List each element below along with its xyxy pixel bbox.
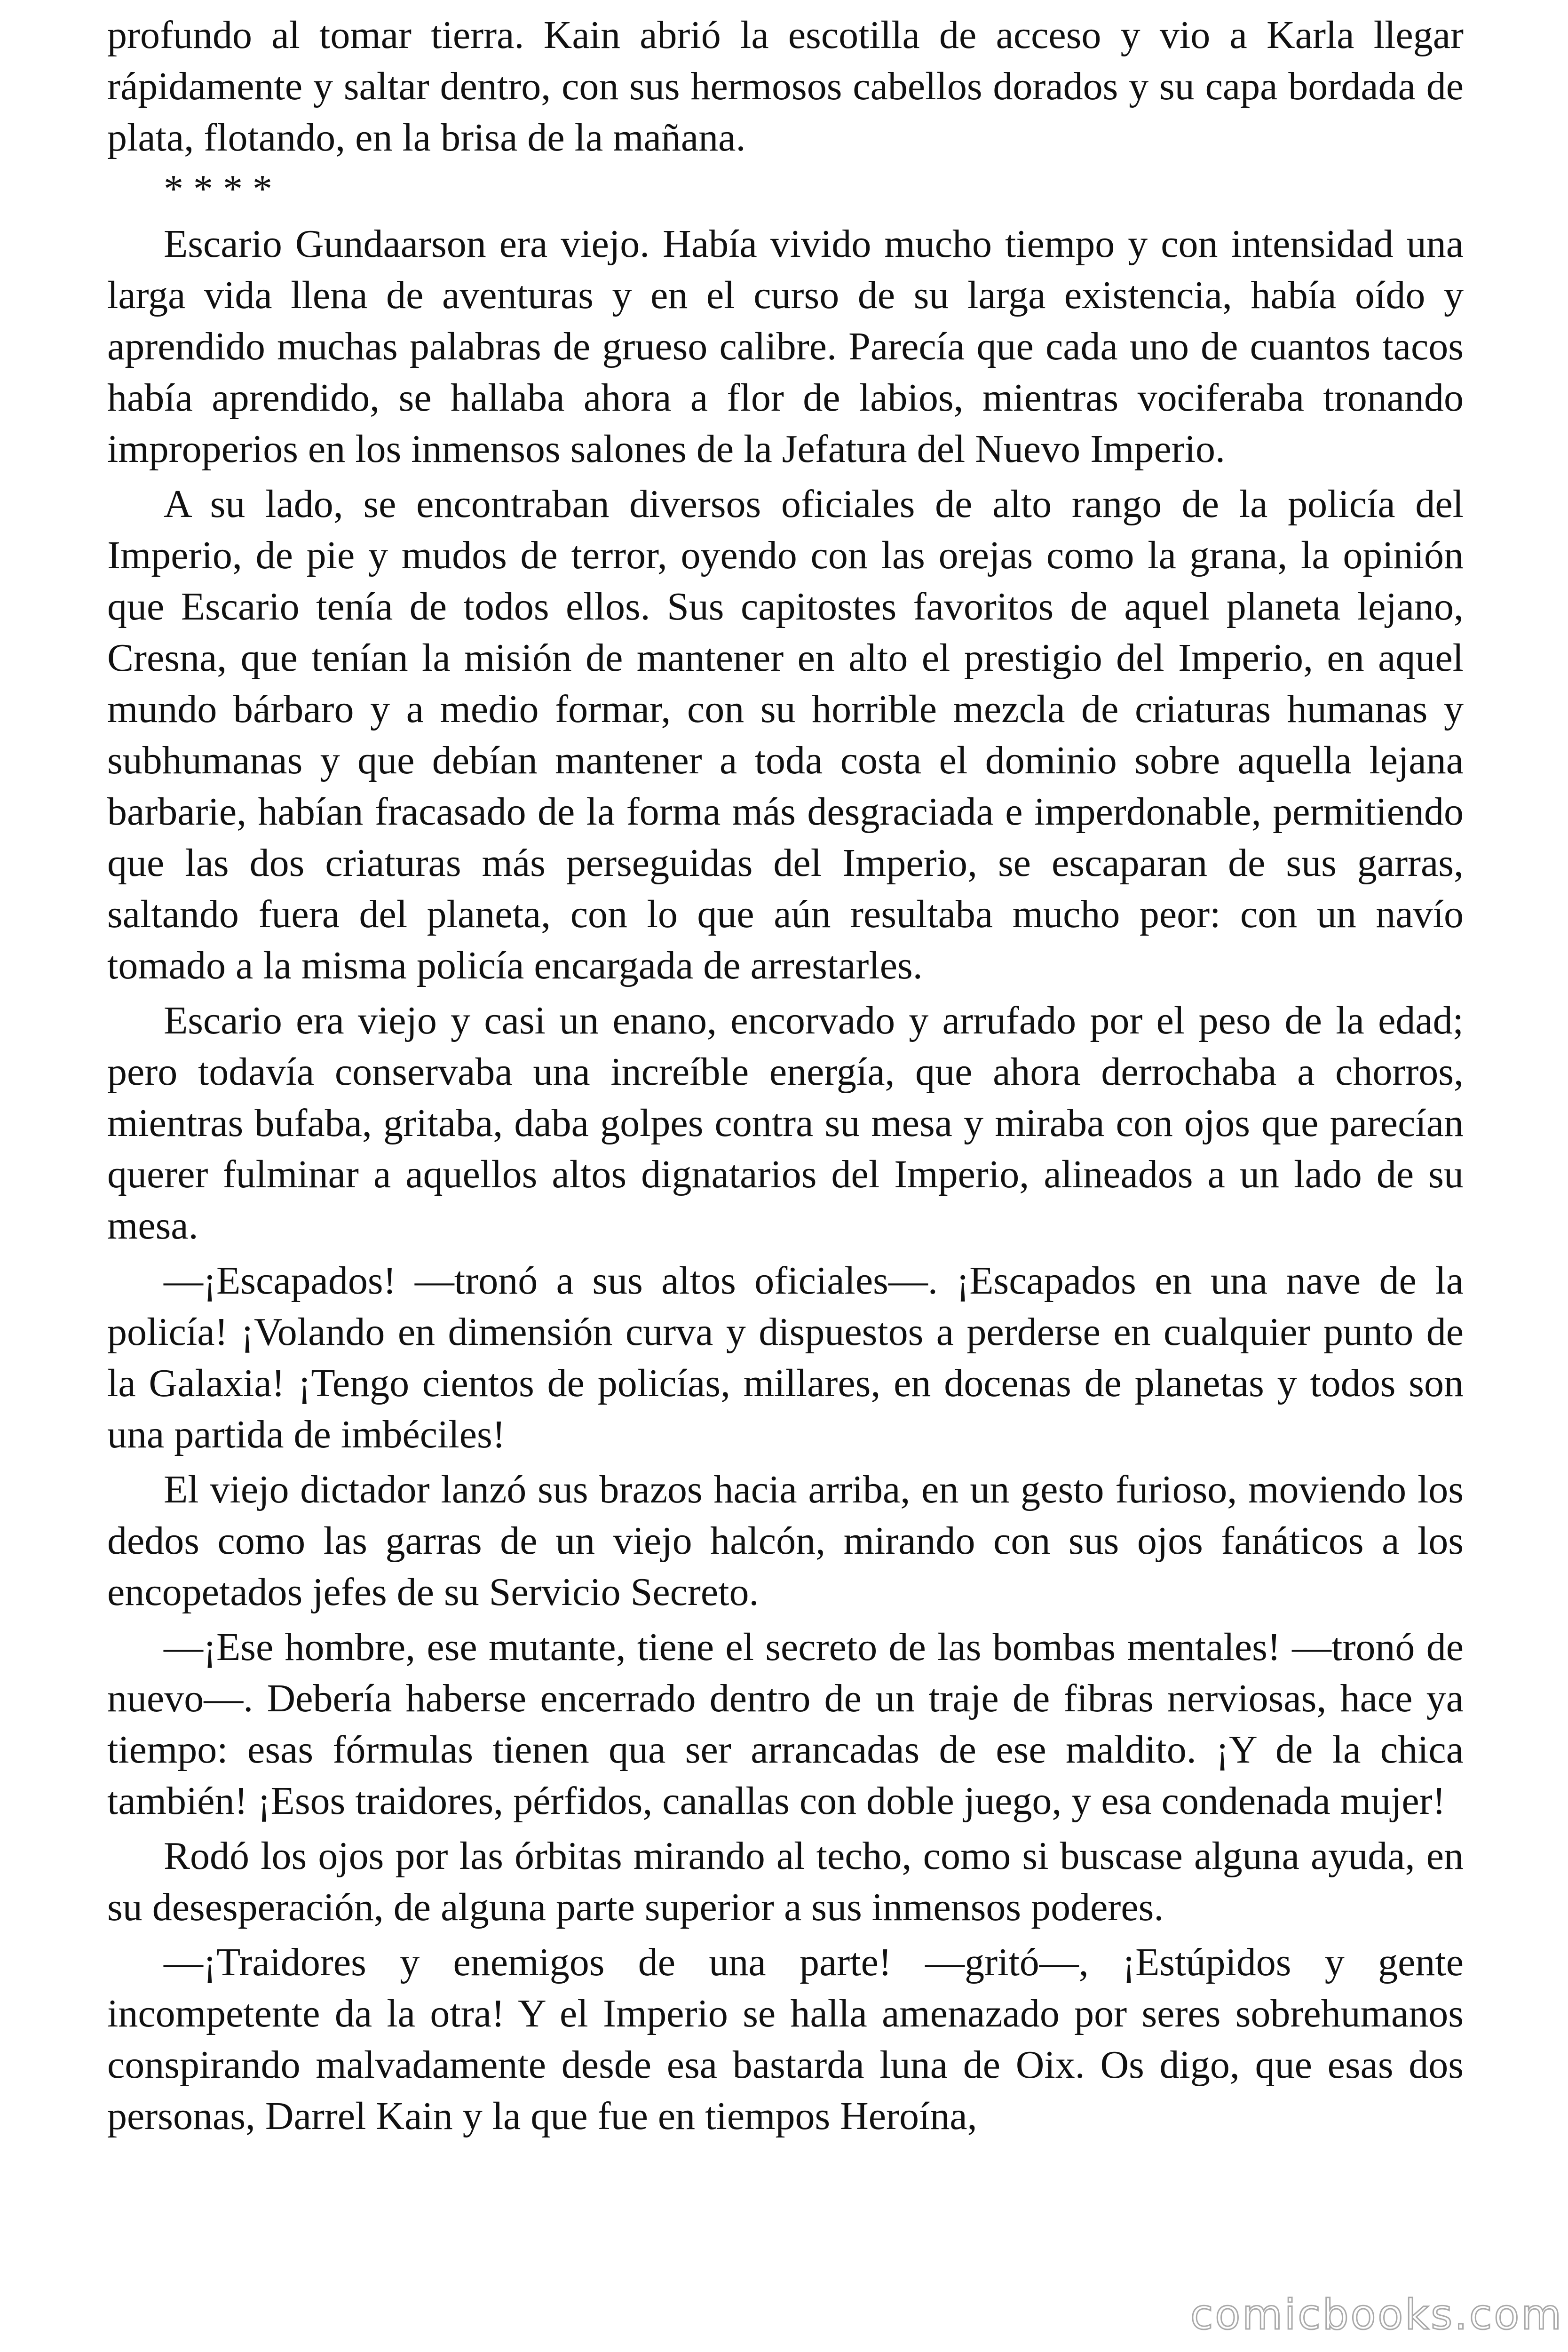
watermark: comicbooks.com	[1190, 2290, 1563, 2339]
paragraph: Escario era viejo y casi un enano, encorvado y arrufado por el peso de la edad; pero todavía conservaba una increíble energía, que ahora derrochaba a chorros, mientras bufaba, gritaba, daba golpes contra su mesa y miraba con ojos que parecían querer fulminar a aquellos altos dignatarios del Imperio, alineados a un lado de su mesa.	[107, 999, 1464, 1248]
paragraph: A su lado, se encontraban diversos oficiales de alto rango de la policía del Imperio, de pie y mudos de terror, oyendo con las orejas como la grana, la opinión que Escario tenía de todos ellos. Sus capitostes favoritos de aquel planeta lejano, Cresna, que tenían la misión de mantener en alto el prestigio del Imperio, en aquel mundo bárbaro y a medio formar, con su horrible mezcla de criaturas humanas y subhumanas y que debían mantener a toda costa el dominio sobre aquella lejana barbarie, habían fracasado de la forma más desgraciada e imperdonable, permitiendo que las dos criaturas más perseguidas del Imperio, se escaparan de sus garras, saltando fuera del planeta, con lo que aún resultaba mucho peor: con un navío tomado a la misma policía encargada de arrestarles.	[107, 482, 1464, 987]
paragraph: —¡Traidores y enemigos de una parte! —gritó—, ¡Estúpidos y gente incompetente da la otra! Y el Imperio se halla amenazado por seres sobrehumanos conspirando malvadamente desde esa bastarda luna de Oix. Os digo, que esas dos personas, Darrel Kain y la que fue en tiempos Heroína,	[107, 1940, 1464, 2138]
paragraph: Escario Gundaarson era viejo. Había vivido mucho tiempo y con intensidad una larga vida llena de aventuras y en el curso de su larga existencia, había oído y aprendido muchas palabras de grueso calibre. Parecía que cada uno de cuantos tacos había aprendido, se hallaba ahora a flor de labios, mientras vociferaba tronando improperios en los inmensos salones de la Jefatura del Nuevo Imperio.	[107, 222, 1464, 471]
paragraph-continuation: profundo al tomar tierra. Kain abrió la escotilla de acceso y vio a Karla llegar rápidamente y saltar dentro, con sus hermosos cabellos dorados y su capa bordada de plata, flotando, en la brisa de la mañana.	[107, 13, 1464, 159]
paragraph: —¡Escapados! —tronó a sus altos oficiales—. ¡Escapados en una nave de la policía! ¡Volando en dimensión curva y dispuestos a perderse en cualquier punto de la Galaxia! ¡Tengo cientos de policías, millares, en docenas de planetas y todos son una partida de imbéciles!	[107, 1259, 1464, 1456]
paragraph: El viejo dictador lanzó sus brazos hacia arriba, en un gesto furioso, moviendo los dedos como las garras de un viejo halcón, mirando con sus ojos fanáticos a los encopetados jefes de su Servicio Secreto.	[107, 1468, 1464, 1614]
paragraph: —¡Ese hombre, ese mutante, tiene el secreto de las bombas mentales! —tronó de nuevo—. Debería haberse encerrado dentro de un traje de fibras nerviosas, hace ya tiempo: esas fórmulas tienen qua ser arrancadas de ese maldito. ¡Y de la chica también! ¡Esos traidores, pérfidos, canallas con doble juego, y esa condenada mujer!	[107, 1625, 1464, 1823]
page-text	[107, 9, 1464, 2142]
section-separator: * * * *	[164, 167, 272, 211]
paragraph: Rodó los ojos por las órbitas mirando al techo, como si buscase alguna ayuda, en su desesperación, de alguna parte superior a sus inmensos poderes.	[107, 1834, 1464, 1929]
